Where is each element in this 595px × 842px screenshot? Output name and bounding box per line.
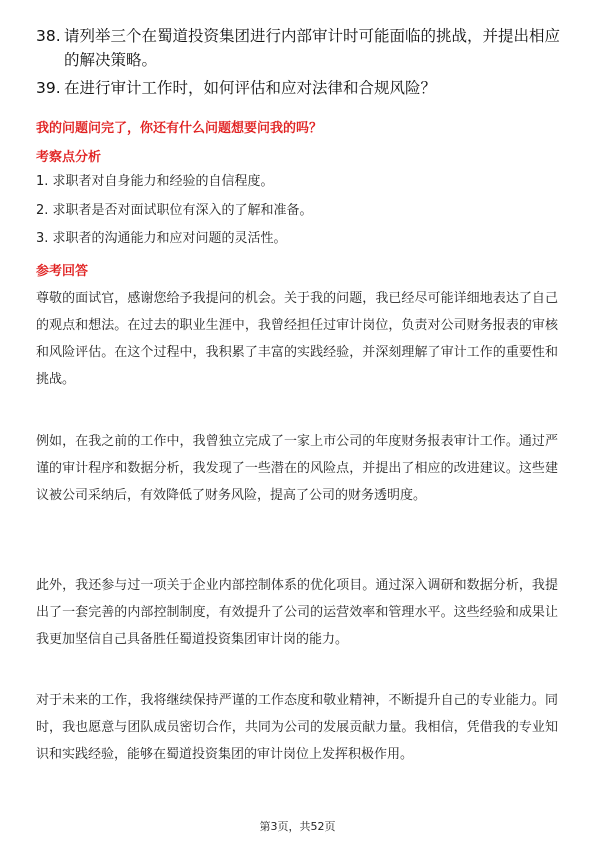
- answer-heading: 参考回答: [36, 264, 89, 279]
- analysis-item: 1. 求职者对自身能力和经验的自信程度。: [36, 174, 274, 189]
- question-number: 39.: [36, 79, 61, 97]
- question-text: 请列举三个在蜀道投资集团进行内部审计时可能面临的挑战，并提出相应的解决策略。: [64, 27, 561, 69]
- section-title: 我的问题问完了，你还有什么问题想要问我的吗？: [36, 121, 323, 136]
- analysis-heading: 考察点分析: [36, 150, 102, 165]
- question-39: [36, 76, 568, 100]
- answer-paragraph: 此外，我还参与过一项关于企业内部控制体系的优化项目。通过深入调研和数据分析，我提出了一套完善的内部控制制度，有效提升了公司的运营效率和管理水平。这些经验和成果让我更加坚信自己具备胜任蜀道投资集团审计岗的能力。: [36, 578, 558, 647]
- answer-paragraph: 尊敬的面试官，感谢您给予我提问的机会。关于我的问题，我已经尽可能详细地表达了自己的观点和想法。在过去的职业生涯中，我曾经担任过审计岗位，负责对公司财务报表的审核和风险评估。在这个过程中，我积累了丰富的实践经验，并深刻理解了审计工作的重要性和挑战。: [36, 291, 558, 387]
- question-text: 在进行审计工作时，如何评估和应对法律和合规风险？: [64, 79, 437, 97]
- answer-paragraph: 对于未来的工作，我将继续保持严谨的工作态度和敬业精神，不断提升自己的专业能力。同时，我也愿意与团队成员密切合作，共同为公司的发展贡献力量。我相信，凭借我的专业知识和实践经验，能够在蜀道投资集团的审计岗位上发挥积极作用。: [36, 693, 558, 762]
- answer-paragraph: 例如，在我之前的工作中，我曾独立完成了一家上市公司的年度财务报表审计工作。通过严谨的审计程序和数据分析，我发现了一些潜在的风险点，并提出了相应的改进建议。这些建议被公司采纳后，有效降低了财务风险，提高了公司的财务透明度。: [36, 434, 558, 503]
- page-number: 第3页，共52页: [259, 820, 336, 833]
- question-number: 38.: [36, 27, 61, 45]
- analysis-item: 3. 求职者的沟通能力和应对问题的灵活性。: [36, 231, 287, 246]
- analysis-item: 2. 求职者是否对面试职位有深入的了解和准备。: [36, 203, 313, 218]
- question-38: [36, 24, 568, 69]
